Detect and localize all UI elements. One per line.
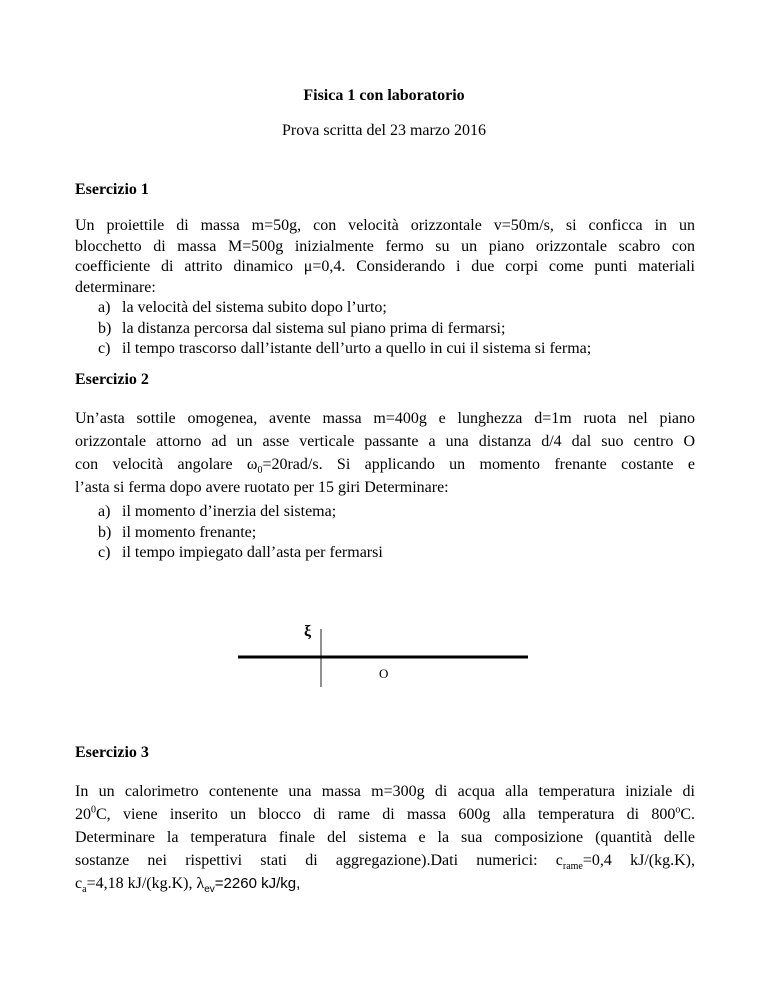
document-subtitle: Prova scritta del 23 marzo 2016	[282, 122, 486, 139]
list-item: a) la velocità del sistema subito dopo l’urto;	[98, 299, 387, 316]
exercise-1-line: coefficiente di attrito dinamico μ=0,4. Considerando i due corpi come punti materiali	[75, 258, 695, 275]
exercise-1-list	[98, 298, 591, 360]
list-item: c) il tempo impiegato dall’asta per fermarsi	[98, 544, 383, 561]
rod-diagram	[220, 615, 550, 695]
list-item: a) il momento d’inerzia del sistema;	[98, 503, 337, 520]
exercise-2-line: Un’asta sottile omogenea, avente massa m=400g e lunghezza d=1m ruota nel piano	[75, 410, 695, 427]
exercise-3-line: In un calorimetro contenente una massa m=300g di acqua alla temperatura iniziale di	[75, 783, 695, 800]
list-item: b) il momento frenante;	[98, 523, 257, 541]
exercise-2-text	[75, 407, 695, 499]
rod-axis-figure	[220, 615, 550, 695]
list-item: b) la distanza percorsa dal sistema sul piano prima di fermarsi;	[98, 319, 506, 337]
exercise-2-line: con velocità angolare $\omega_0=20rad/s$. Si applicando un momento frenante costante e	[75, 456, 695, 477]
exercise-3-heading: Esercizio 3	[75, 744, 149, 761]
exercise-2-heading: Esercizio 2	[75, 371, 149, 388]
exercise-2-line: l’asta si ferma dopo avere ruotato per 15 giri Determinare:	[75, 479, 449, 496]
exercise-2-list	[98, 502, 383, 564]
exercise-1-line: blocchetto di massa M=500g inizialmente fermo su un piano orizzontale scabro con	[75, 237, 695, 255]
exercise-3-line: Determinare la temperatura finale del sistema e la sua composizione (quantità delle	[75, 829, 695, 846]
exercise-1-text	[75, 216, 695, 298]
exercise-3-text	[75, 780, 695, 895]
document-title: Fisica 1 con laboratorio	[303, 87, 465, 104]
exercise-3-line: $20^0C$, viene inserito un blocco di rame di massa 600g alla temperatura di 800$^o$C.	[75, 804, 695, 823]
exercise-3-line: $c_a=4,18$ kJ/(kg.K), $\lambda_{ev}=2260$ kJ/kg,	[75, 875, 301, 896]
exercise-1-heading: Esercizio 1	[75, 181, 149, 198]
exercise-2-line: orizzontale attorno ad un asse verticale passante a una distanza d/4 dal suo centro O	[75, 433, 695, 450]
list-item: c) il tempo trascorso dall’istante dell’urto a quello in cui il sistema si ferma;	[98, 340, 592, 357]
exercise-1-line: Un proiettile di massa m=50g, con velocità orizzontale v=50m/s, si conficca in un	[75, 217, 695, 234]
exercise-1-line: determinare:	[75, 278, 156, 296]
center-o-label: O	[379, 666, 389, 681]
axis-symbol-label: ξ	[304, 623, 312, 640]
exercise-3-line: sostanze nei rispettivi stati di aggregazione).Dati numerici: $c_{rame}=0,4$ kJ/(kg.K),	[75, 852, 696, 873]
